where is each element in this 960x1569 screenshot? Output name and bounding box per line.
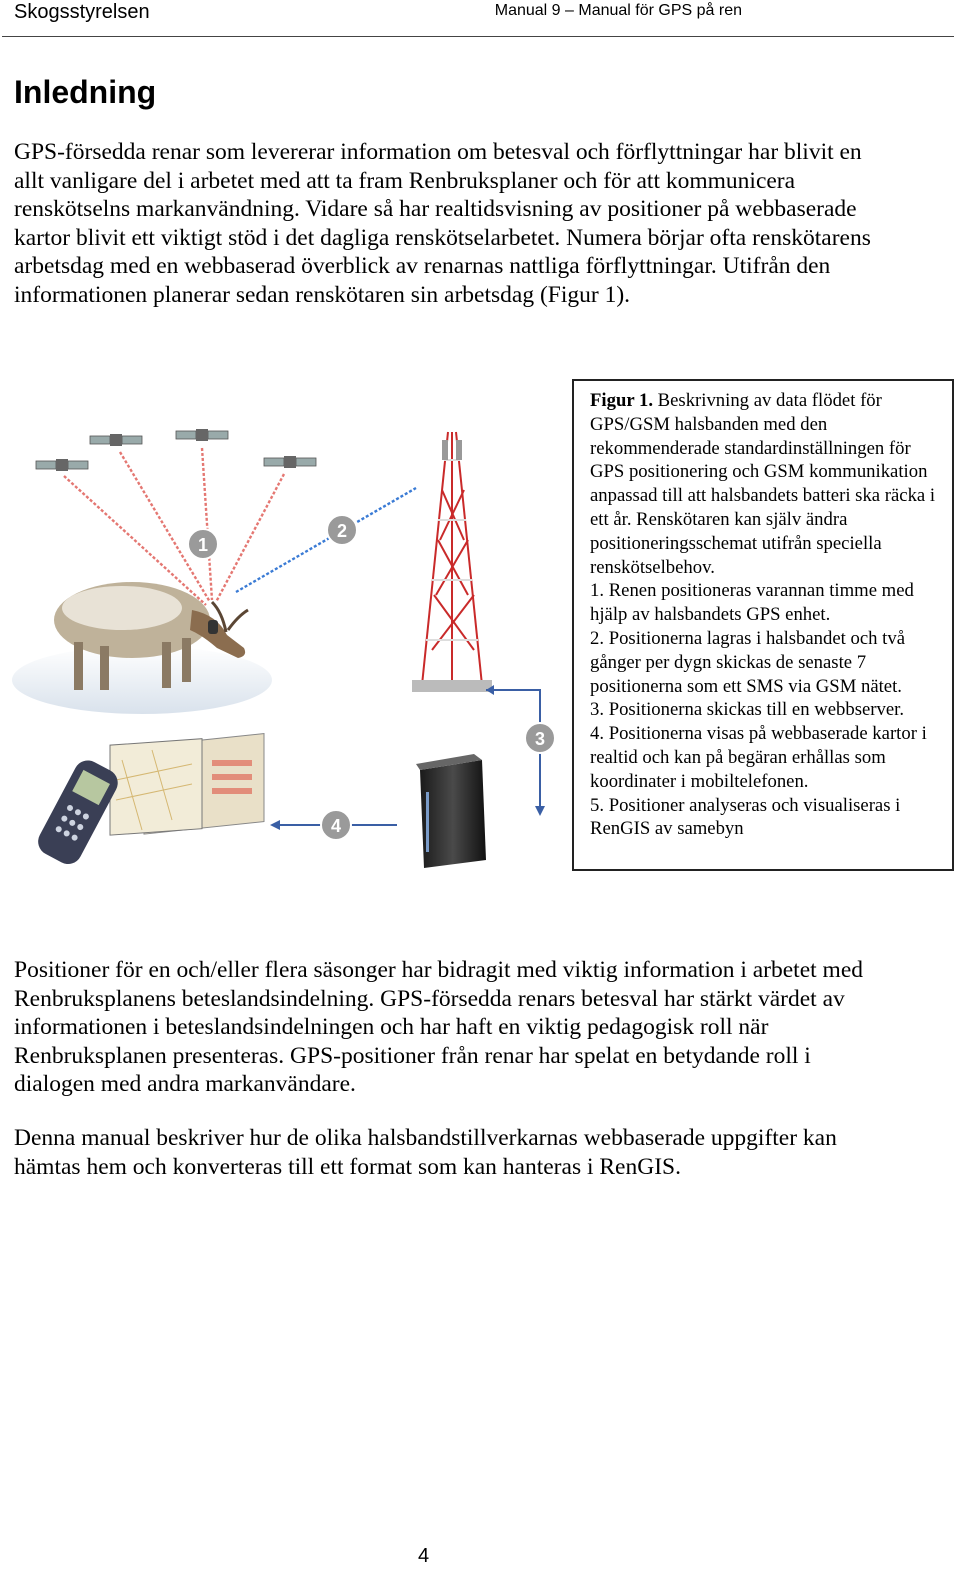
caption-step: 1. Renen positioneras varannan timme med hjälp av halsbandets GPS enhet. <box>590 580 914 626</box>
gsm-tower-image <box>412 432 492 692</box>
header-organization: Skogsstyrelsen <box>14 1 150 23</box>
web-server-image <box>416 754 486 868</box>
figure-caption <box>572 379 954 871</box>
header-document-title: Manual 9 – Manual för GPS på ren <box>494 2 742 19</box>
gps-signal-waves <box>64 448 284 605</box>
section-heading: Inledning <box>14 74 157 110</box>
satellite-icon <box>36 459 88 471</box>
satellite-icon <box>176 429 228 441</box>
page-number: 4 <box>418 1545 430 1567</box>
satellite-icon <box>264 456 316 468</box>
caption-text: Beskrivning av data flödet för GPS/GSM halsbanden med den rekommenderade standardinställningen för GPS positionering och GSM kommunikation anpassad till att halsbandets batteri ska räcka i ett år. Renskötaren kan själv ändra positioneringsschemat utifrån speciella renskötselbehov. <box>590 390 936 578</box>
intro-paragraph: GPS-försedda renar som levererar information om betesval och förflyttningar har blivit en allt vanligare del i arbetet med att ta fram Renbruksplaner och för att kommunicera renskötselns markanvändning. Vidare så har realtidsvisning av positioner på webbaserade kartor blivit ett viktigt stöd i det dagliga renskötselarbetet. Numera börjar ofta renskötarens arbetsdag med en webbaserad överblick av renarnas nattliga förflyttningar. Utifrån den informationen planerar sedan renskötaren sin arbetsdag (Figur 1). <box>14 139 871 308</box>
caption-intro <box>590 389 942 579</box>
data-flow-illustration <box>12 380 568 880</box>
caption-step: 5. Positioner analyseras och visualiseras i RenGIS av samebyn <box>590 794 901 840</box>
step-marker-2 <box>327 515 357 545</box>
caption-step: 4. Positionerna visas på webbaserade kartor i realtid och kan på begäran erhållas som koordinater i mobiltelefonen. <box>590 723 927 792</box>
step-marker-1 <box>188 529 218 559</box>
svg-text:2: 2 <box>336 521 348 541</box>
flow-arrows <box>270 685 545 830</box>
body-paragraph: Denna manual beskriver hur de olika halsbandstillverkarnas webbaserade uppgifter kan hämtas hem och konverteras till ett format som kan hanteras i RenGIS. <box>14 1125 837 1180</box>
mobile-phone-image <box>33 756 122 869</box>
satellite-icon <box>90 434 142 446</box>
svg-text:1: 1 <box>197 535 209 555</box>
caption-label: Figur 1. <box>590 390 653 411</box>
svg-text:3: 3 <box>534 729 546 749</box>
step-marker-3 <box>525 723 555 753</box>
svg-text:4: 4 <box>330 816 342 836</box>
gsm-signal-waves <box>236 488 416 592</box>
body-paragraph: Positioner för en och/eller flera säsonger har bidragit med viktig information i arbetet med Renbruksplanens beteslandsindelning. GPS-försedda renars betesval har stärkt värdet av informationen i beteslandsindelningen och har haft en viktig pedagogisk roll när Renbruksplanen presenteras. GPS-positioner från renar har spelat en betydande roll i dialogen med andra markanvändare. <box>14 957 863 1098</box>
web-map-screens-image <box>110 734 264 836</box>
page-header <box>0 0 960 38</box>
header-divider <box>2 36 954 37</box>
step-marker-4 <box>321 810 351 840</box>
caption-step: 3. Positionerna skickas till en webbserver. <box>590 699 904 721</box>
caption-step: 2. Positionerna lagras i halsbandet och två gånger per dygn skickas de senaste 7 positionerna som ett SMS via GSM nätet. <box>590 627 906 697</box>
